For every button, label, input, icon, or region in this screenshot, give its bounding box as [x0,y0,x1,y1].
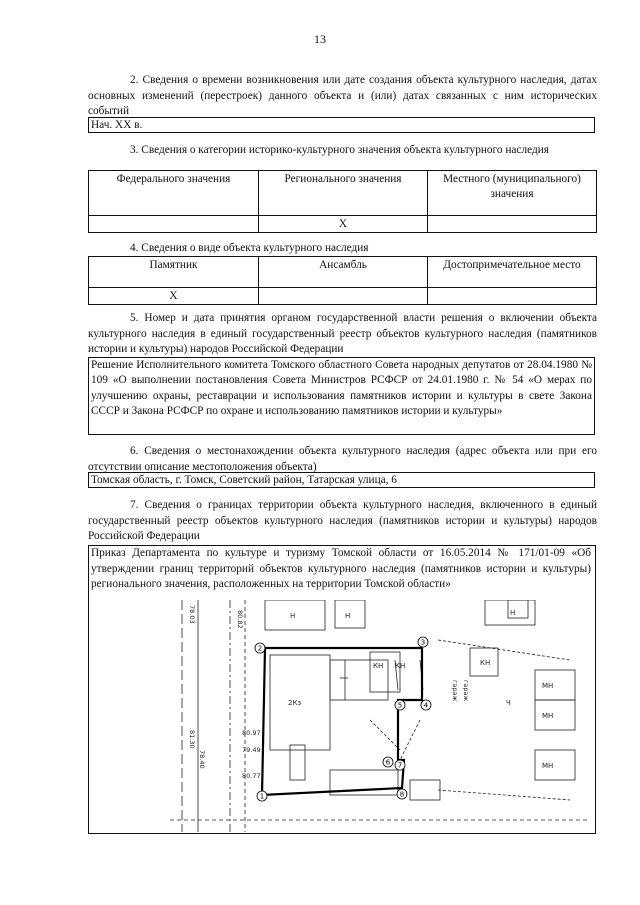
map-label-mn-3: МН [542,762,554,770]
boundary-point-4-label: 4 [423,701,429,710]
map-label-n-2: Н [345,612,351,620]
map-label-ch: Ч [506,699,511,707]
category-header-federal: Федерального значения [89,171,259,216]
section-7-heading: 7. Сведения о границах территории объекта культурного наследия, включенного в единый государственный реестр объектов культурного наследия (памятников истории и культуры) народов Российской Федерации [88,499,597,543]
category-header-regional: Регионального значения [259,171,428,216]
map-label-n-1: Н [290,612,296,620]
map-label-elev-6: 80.77 [242,772,261,780]
section-4-heading: 4. Сведения о виде объекта культурного наследия [130,242,369,254]
map-label-elev-1: 81.30 [188,730,196,749]
boundary-point-5-label: 5 [397,701,403,710]
boundary-point-2-label: 2 [257,644,263,653]
map-label-elev-5: 79.49 [242,746,261,754]
map-label-mn-2: МН [542,712,554,720]
type-header-ensemble: Ансамбль [259,257,428,288]
map-label-elev-4: 80.82 [236,610,244,629]
map-label-garage-2: гараж [462,680,470,702]
section-2-value: Нач. ХХ в. [88,117,595,133]
boundary-point-7-label: 7 [397,761,403,770]
section-6-value: Томская область, г. Томск, Советский район, Татарская улица, 6 [88,472,595,488]
section-7-value: Приказ Департамента по культуре и туризму Томской области от 16.05.2014 № 171/01-09 «Об утверждении границ территорий объектов культурного наследия (памятников истории и культуры) регионального значения, расположенных на территории Томской области» [91,547,591,591]
boundary-point-3-label: 3 [420,638,426,647]
map-label-mn-1: МН [542,682,554,690]
category-header-local: Местного (муниципального) значения [428,171,597,216]
category-table [88,170,597,233]
section-2-heading: 2. Сведения о времени возникновения или дате создания объекта культурного наследия, датах основных изменений (перестроек) данного объекта и (или) датах связанных с ним исторических событий [88,74,597,118]
section-3-heading: 3. Сведения о категории историко-культурного значения объекта культурного наследия [130,144,549,156]
type-mark-landmark [428,288,597,305]
category-mark-regional: X [259,216,428,233]
category-mark-federal [89,216,259,233]
category-mark-local [428,216,597,233]
map-label-kn-1: КН [373,662,384,670]
map-label-elev-2: 80.97 [242,729,261,737]
map-label-kn-2: КН [395,662,406,670]
boundary-point-8-label: 8 [399,790,405,799]
type-mark-ensemble [259,288,428,305]
map-label-elev-7: 78.40 [198,750,206,769]
type-mark-monument: X [89,288,259,305]
map-label-elev-3: 78.03 [188,605,196,624]
type-table [88,256,597,305]
section-6-heading: 6. Сведения о местонахождении объекта культурного наследия (адрес объекта или при его отсутствии описание местоположения объекта) [88,445,597,473]
map-label-n-3: Н [510,609,516,617]
map-label-main-building: 2Кз [288,699,302,707]
boundary-map [170,600,590,832]
type-header-landmark: Достопримечательное место [428,257,597,288]
map-label-garage-1: гараж [451,680,459,702]
type-header-monument: Памятник [89,257,259,288]
boundary-point-1-label: 1 [259,792,265,801]
map-label-kn-3: КН [480,659,491,667]
section-5-heading: 5. Номер и дата принятия органом государственной власти решения о включении объекта культурного наследия в единый государственный реестр объектов культурного наследия (памятников истории и культуры) народов Российской Федерации [88,312,597,356]
page-number: 13 [314,32,326,46]
boundary-point-6-label: 6 [385,758,391,767]
section-5-value: Решение Исполнительного комитета Томского областного Совета народных депутатов от 28.04.1980 № 109 «О выполнении постановления Совета Министров РСФСР от 24.01.1980 г. № 54 «О мерах по улучшению охраны, реставрации и использования памятников истории и культуры в свете Закона СССР и Закона РСФСР по охране и использованию памятников истории и культуры» [88,357,595,435]
